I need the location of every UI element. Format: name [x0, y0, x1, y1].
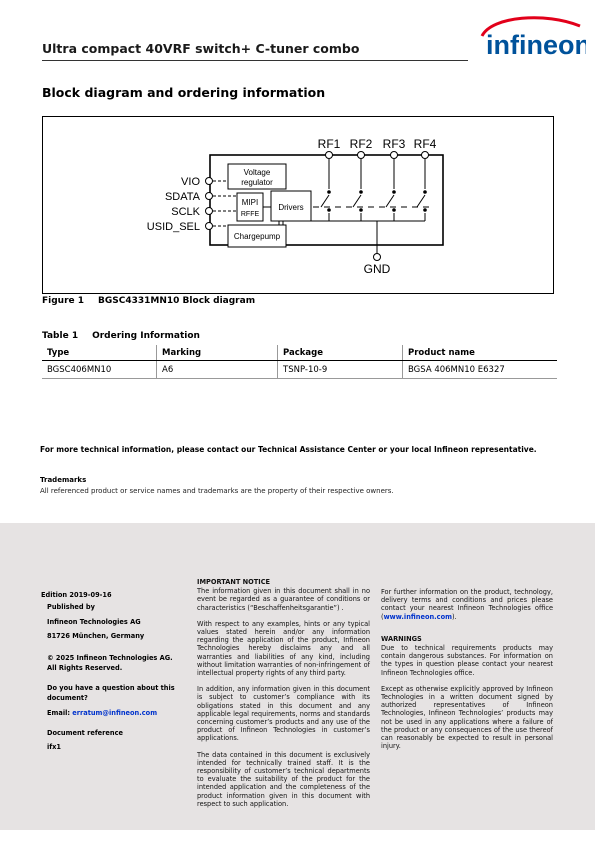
svg-text:SDATA: SDATA [164, 191, 200, 203]
copyright: © 2025 Infineon Technologies AG. [47, 654, 173, 662]
document-reference: ifx1 [47, 743, 61, 751]
infineon-website-link[interactable]: www.infineon.com [383, 612, 452, 621]
company-city: 81726 München, Germany [47, 632, 145, 640]
email-label: Email: [47, 709, 70, 717]
figure-caption: Figure 1 BGSC4331MN10 Block diagram [42, 296, 256, 306]
svg-text:RFFE: RFFE [240, 211, 260, 218]
svg-text:GND: GND [363, 262, 391, 276]
email-link[interactable]: erratum@infineon.com [72, 709, 158, 717]
svg-text:Voltage: Voltage [243, 168, 271, 177]
svg-text:RF1: RF1 [317, 137, 341, 151]
table-cell: BGSC406MN10 [42, 361, 157, 379]
document-reference-label: Document reference [47, 729, 123, 737]
warnings-column: For further information on the product, technology, delivery terms and conditions and prices please contact your nearest Infineon Technologies office (www.infineon.com). WARNINGS Due to technical requirements products may contain dangerous substances. For information on the types in question please contact your nearest Infineon Technologies office. Except as otherwise explicitly approved by Infineon Technologies in a written document signed by authorized representatives of Infineon Technologies, Infineon Technologies’ products may not be used in any applications where a failure of the product or any consequences of the use thereof can reasonably be expected to result in personal injury. [381, 588, 553, 751]
important-notice [197, 578, 370, 816]
vio-pin [181, 176, 212, 188]
table-cell: BGSA 406MN10 E6327 [403, 361, 558, 379]
notice-paragraph: In addition, any information given in this document is subject to customer’s compliance with its obligations stated in this document and any applicable legal requirements, norms and standards concerning customer’s products and any use of the product of Infineon Technologies in customer’s applications. [197, 685, 370, 743]
svg-text:infineon: infineon [486, 30, 586, 60]
question-line-1: Do you have a question about this [47, 684, 175, 692]
svg-text:RF2: RF2 [349, 137, 373, 151]
column-header: Type [42, 345, 157, 361]
svg-text:RF3: RF3 [382, 137, 406, 151]
trademarks-text: All referenced product or service names and trademarks are the property of their respective owners. [40, 487, 394, 495]
svg-text:Drivers: Drivers [278, 203, 304, 212]
column-header: Product name [403, 345, 558, 361]
question-line-2: document? [47, 694, 88, 702]
table-header-row [42, 345, 557, 361]
section-title: Block diagram and ordering information [42, 85, 326, 100]
published-by-label: Published by [47, 603, 95, 611]
warnings-paragraph: Due to technical requirements products may contain dangerous substances. For information on the types in question please contact your nearest Infineon Technologies office. [381, 644, 553, 677]
svg-text:SCLK: SCLK [171, 206, 200, 218]
column-header: Marking [157, 345, 278, 361]
gnd-pin [364, 254, 391, 277]
drivers-block [271, 191, 311, 221]
ordering-table [42, 345, 557, 379]
chargepump-block [228, 225, 286, 247]
notice-paragraph: The data contained in this document is exclusively intended for technically trained staff. It is the responsibility of customer’s technical departments to evaluate the suitability of the product for the intended application and the completeness of the product information given in this document with respect to such application. [197, 750, 370, 808]
contact-note: For more technical information, please contact our Technical Assistance Center or your local Infineon representative. [40, 445, 537, 454]
header-divider [42, 60, 468, 61]
table-row [42, 361, 557, 379]
voltage-regulator-block [228, 164, 286, 189]
rights-reserved: All Rights Reserved. [47, 664, 123, 672]
usid-sel-pin [147, 221, 213, 233]
trademarks-title: Trademarks [40, 476, 87, 484]
infineon-logo [476, 14, 586, 62]
notice-title: IMPORTANT NOTICE [197, 578, 271, 586]
svg-text:USID_SEL: USID_SEL [146, 221, 200, 233]
warnings-paragraph: Except as otherwise explicitly approved by Infineon Technologies in a written document signed by authorized representatives of Infineon Technologies, Infineon Technologies’ products may not be used in any applications where a failure of the product or any consequences of the use thereof can reasonably be expected to result in personal injury. [381, 684, 553, 751]
company-name: Infineon Technologies AG [47, 618, 141, 626]
notice-paragraph: The information given in this document shall in no event be regarded as a guarantee of conditions or characteristics (“Beschaffenheitsgarantie”) . [197, 587, 370, 612]
sdata-pin [165, 191, 213, 203]
mipi-rffe-block [237, 193, 263, 221]
table-cell: TSNP-10-9 [278, 361, 403, 379]
further-info-text: For further information on the product, technology, delivery terms and conditions and prices please contact your nearest Infineon Technologies office [381, 588, 553, 613]
block-diagram [42, 116, 554, 294]
table-cell: A6 [157, 361, 278, 379]
sclk-pin [171, 206, 212, 218]
svg-text:MIPI: MIPI [241, 198, 259, 207]
svg-text:VIO: VIO [181, 176, 200, 188]
document-title: Ultra compact 40VRF switch+ C-tuner combo [42, 41, 360, 56]
table-caption: Table 1 Ordering Information [42, 331, 200, 341]
notice-paragraph: With respect to any examples, hints or any typical values stated herein and/or any information regarding the application of the product, Infineon Technologies hereby disclaims any and all warranties and liabilities of any kind, including without limitation warranties of non-infringement of intellectual property rights of any third party. [197, 619, 370, 678]
svg-text:regulator: regulator [241, 178, 273, 187]
svg-text:RF4: RF4 [413, 137, 437, 151]
publisher-block [47, 601, 182, 753]
svg-text:Chargepump: Chargepump [233, 232, 281, 241]
warnings-title: WARNINGS [381, 634, 422, 643]
edition-date: Edition 2019-09-16 [41, 591, 112, 599]
column-header: Package [278, 345, 403, 361]
